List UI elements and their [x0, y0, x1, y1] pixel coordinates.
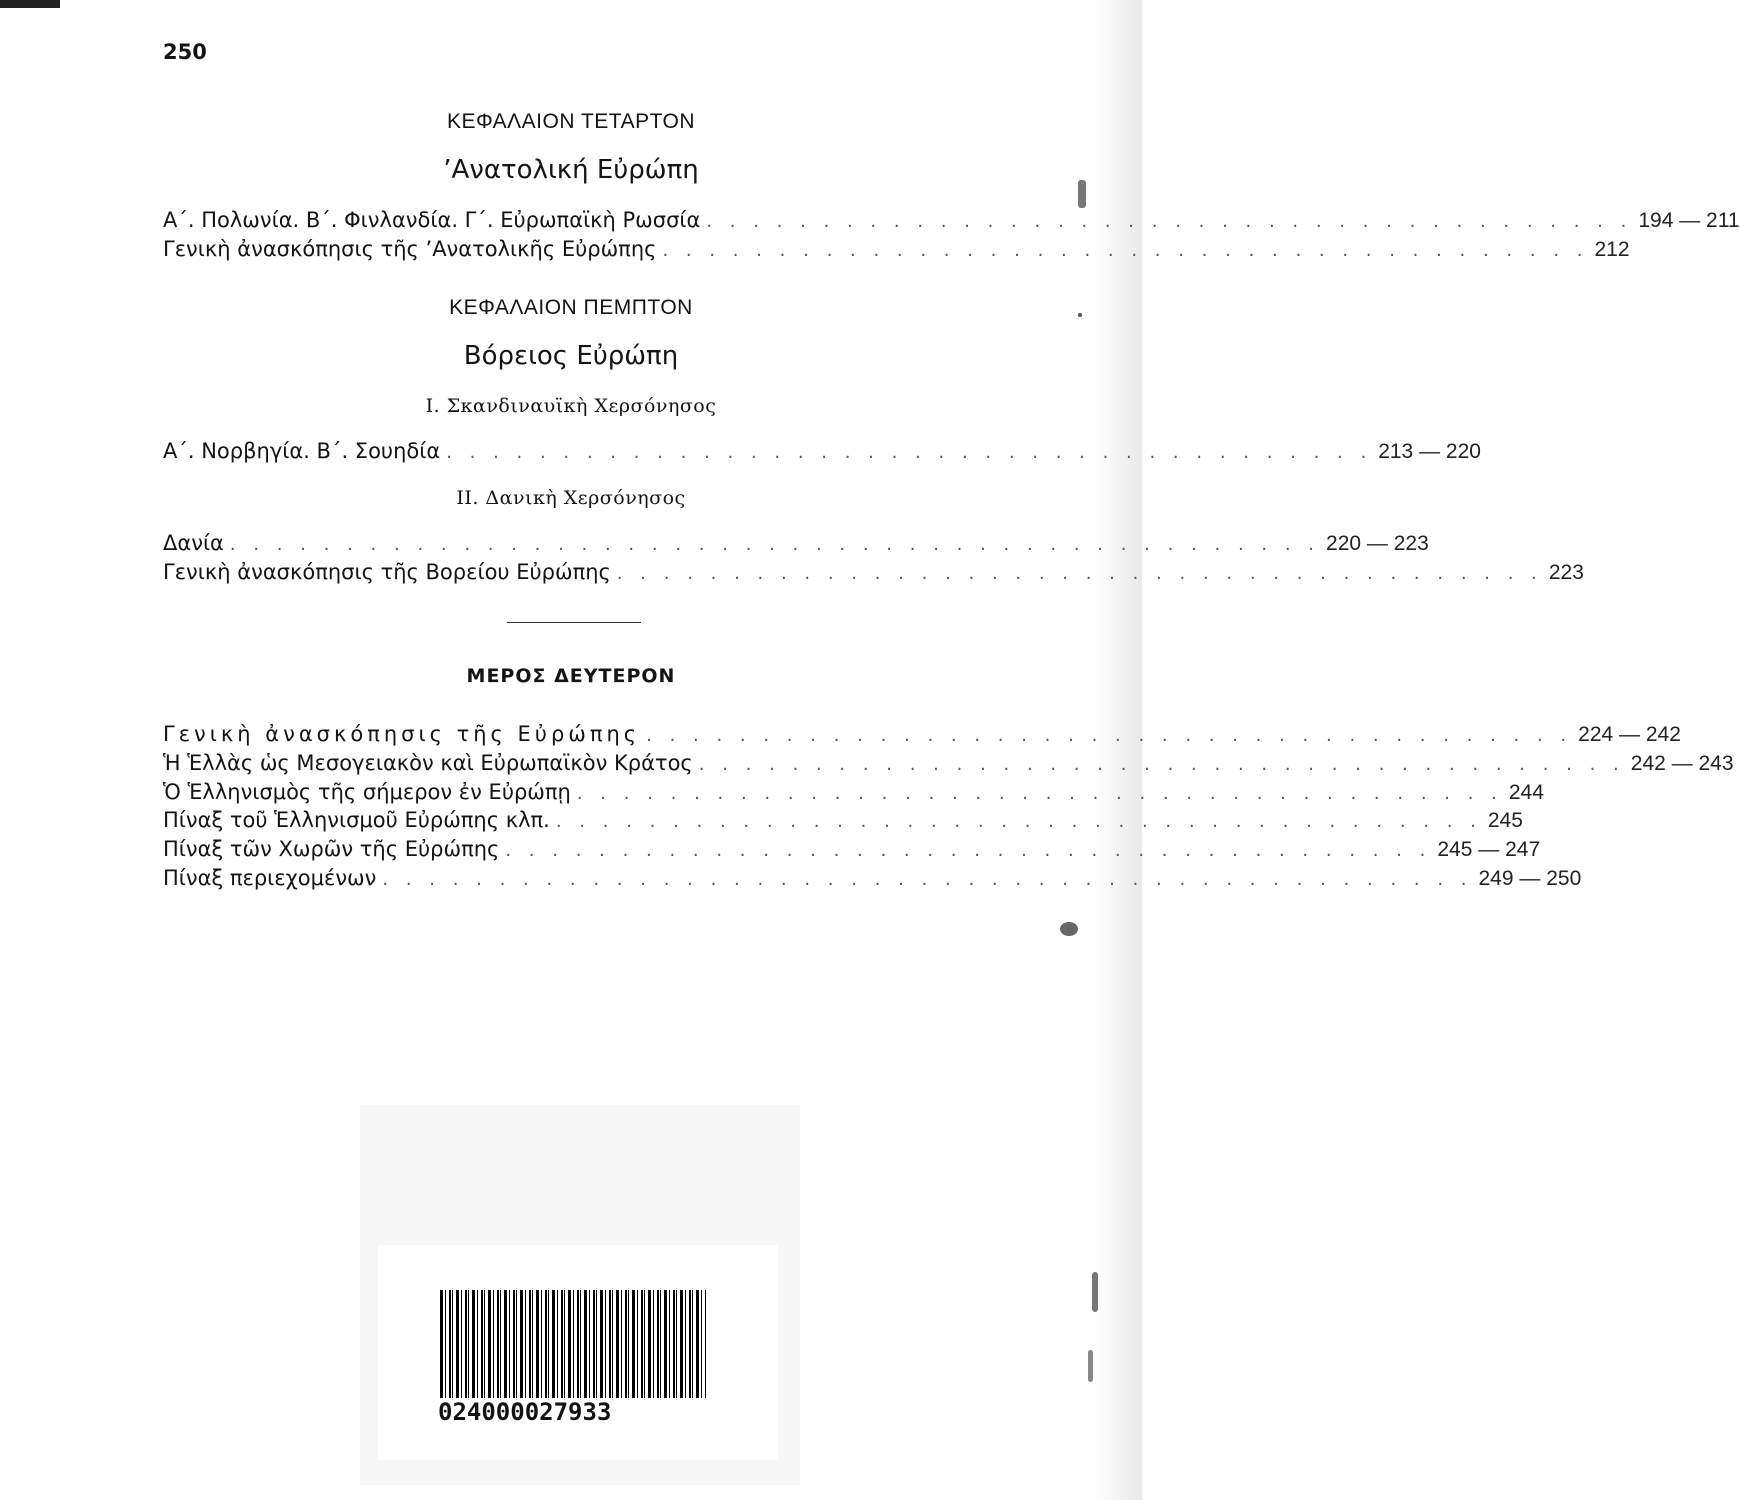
toc-entry: [163, 531, 1429, 559]
toc-entry-pages: 244: [1508, 781, 1544, 804]
toc-entry: [163, 808, 1523, 836]
toc-entry-pages: 224 — 242: [1578, 723, 1681, 746]
leader-dots: . . . . . . . . . . . . . . . . . . . . . . . . . . . . . . . . . . . . . . . . . . . . . . .: [382, 869, 1473, 890]
toc-entry-pages: 242 — 243: [1630, 752, 1734, 775]
chapter-title: Βόρειος Εὐρώπη: [463, 341, 679, 371]
toc-entry-text: Γενικὴ ἀνασκόπησις τῆς Βορείου Εὐρώπης: [163, 560, 611, 584]
toc-entry-pages: 249 — 250: [1478, 867, 1582, 890]
toc-entry: [163, 780, 1544, 808]
chapter-heading: ΚΕΦΑΛΑΙΟΝ ΠΕΜΠΤΟΝ: [449, 296, 693, 319]
page-number: 250: [163, 40, 207, 64]
leader-dots: . . . . . . . . . . . . . . . . . . . . . . . . . . . . . . . . . . . . . . . .: [576, 783, 1503, 804]
toc-entry: [163, 439, 1481, 467]
leader-dots: . . . . . . . . . . . . . . . . . . . . . . . . . . . . . . . . . . . . . . . .: [698, 754, 1625, 775]
leader-dots: . . . . . . . . . . . . . . . . . . . . . . . . . . . . . . . . . . . . . . . .: [446, 442, 1373, 463]
toc-entry: [163, 560, 1584, 588]
barcode: [440, 1290, 706, 1398]
toc-entry-text: Πίναξ περιεχομένων: [163, 866, 377, 890]
page-corner-mark: [0, 0, 60, 8]
toc-entry-text: Α΄. Πολωνία. Β΄. Φινλανδία. Γ΄. Εὐρωπαϊκὴ Ρωσσία: [163, 208, 701, 232]
scan-mark: [1088, 1350, 1093, 1382]
scan-mark: [1060, 922, 1078, 936]
toc-entry: [163, 837, 1541, 865]
toc-entry-pages: 223: [1548, 561, 1584, 584]
toc-entry-text: Δανία: [163, 531, 224, 555]
leader-dots: . . . . . . . . . . . . . . . . . . . . . . . . . . . . . . . . . . . . . . . .: [616, 563, 1543, 584]
toc-entry-pages: 213 — 220: [1378, 440, 1481, 463]
leader-dots: . . . . . . . . . . . . . . . . . . . . . . . . . . . . . . . . . . . . . . . .: [662, 240, 1589, 261]
section-heading: II. Δανικὴ Χερσόνησος: [456, 487, 686, 509]
toc-entry-text: Γενικὴ ἀνασκόπησις τῆς ’Ανατολικῆς Εὐρώπης: [163, 237, 657, 261]
toc-entry: [163, 208, 1740, 236]
leader-dots: . . . . . . . . . . . . . . . . . . . . . . . . . . . . . . . . . . . . . . . . . . . . . . .: [229, 534, 1321, 555]
toc-entry-text: Α΄. Νορβηγία. Β΄. Σουηδία: [163, 439, 441, 463]
toc-entry: [163, 722, 1681, 750]
toc-entry-pages: 220 — 223: [1326, 532, 1429, 555]
chapter-heading: ΚΕΦΑΛΑΙΟΝ ΤΕΤΑΡΤΟΝ: [446, 110, 696, 133]
toc-entry-text: Πίναξ τοῦ Ἑλληνισμοῦ Εὐρώπης κλπ.: [163, 808, 550, 832]
scan-mark: [1092, 1272, 1098, 1312]
barcode-number: 024000027933: [438, 1398, 612, 1426]
section-divider: [507, 622, 641, 623]
toc-entry-text: Πίναξ τῶν Χωρῶν τῆς Εὐρώπης: [163, 837, 500, 861]
scan-mark: [1078, 313, 1082, 317]
toc-entry: [163, 237, 1630, 265]
toc-entry-text: Ἡ Ἑλλὰς ὡς Μεσογειακὸν καὶ Εὐρωπαϊκὸν Κράτος: [163, 751, 693, 775]
toc-entry-text: Ὁ Ἑλληνισμὸς τῆς σήμερον ἐν Εὐρώπῃ: [163, 780, 571, 804]
chapter-title: ’Ανατολική Εὐρώπη: [443, 155, 699, 185]
toc-entry-pages: 194 — 211: [1638, 209, 1740, 232]
leader-dots: . . . . . . . . . . . . . . . . . . . . . . . . . . . . . . . . . . . . . . . .: [706, 211, 1633, 232]
section-heading: I. Σκανδιναυϊκὴ Χερσόνησος: [425, 395, 717, 417]
leader-dots: . . . . . . . . . . . . . . . . . . . . . . . . . . . . . . . . . . . . . . . .: [646, 725, 1573, 746]
part-heading: ΜΕΡΟΣ ΔΕΥΤΕΡΟΝ: [466, 665, 676, 687]
leader-dots: . . . . . . . . . . . . . . . . . . . . . . . . . . . . . . . . . . . . . . . .: [555, 811, 1482, 832]
scan-mark: [1078, 180, 1086, 208]
toc-entry-pages: 245 — 247: [1437, 838, 1541, 861]
toc-entry-text: Γενικὴ ἀνασκόπησις τῆς Εὐρώπης: [163, 722, 641, 746]
toc-entry-pages: 245: [1487, 809, 1523, 832]
toc-entry-pages: 212: [1594, 238, 1630, 261]
toc-entry: [163, 866, 1582, 894]
toc-entry: [163, 751, 1734, 779]
leader-dots: . . . . . . . . . . . . . . . . . . . . . . . . . . . . . . . . . . . . . . . .: [505, 840, 1432, 861]
